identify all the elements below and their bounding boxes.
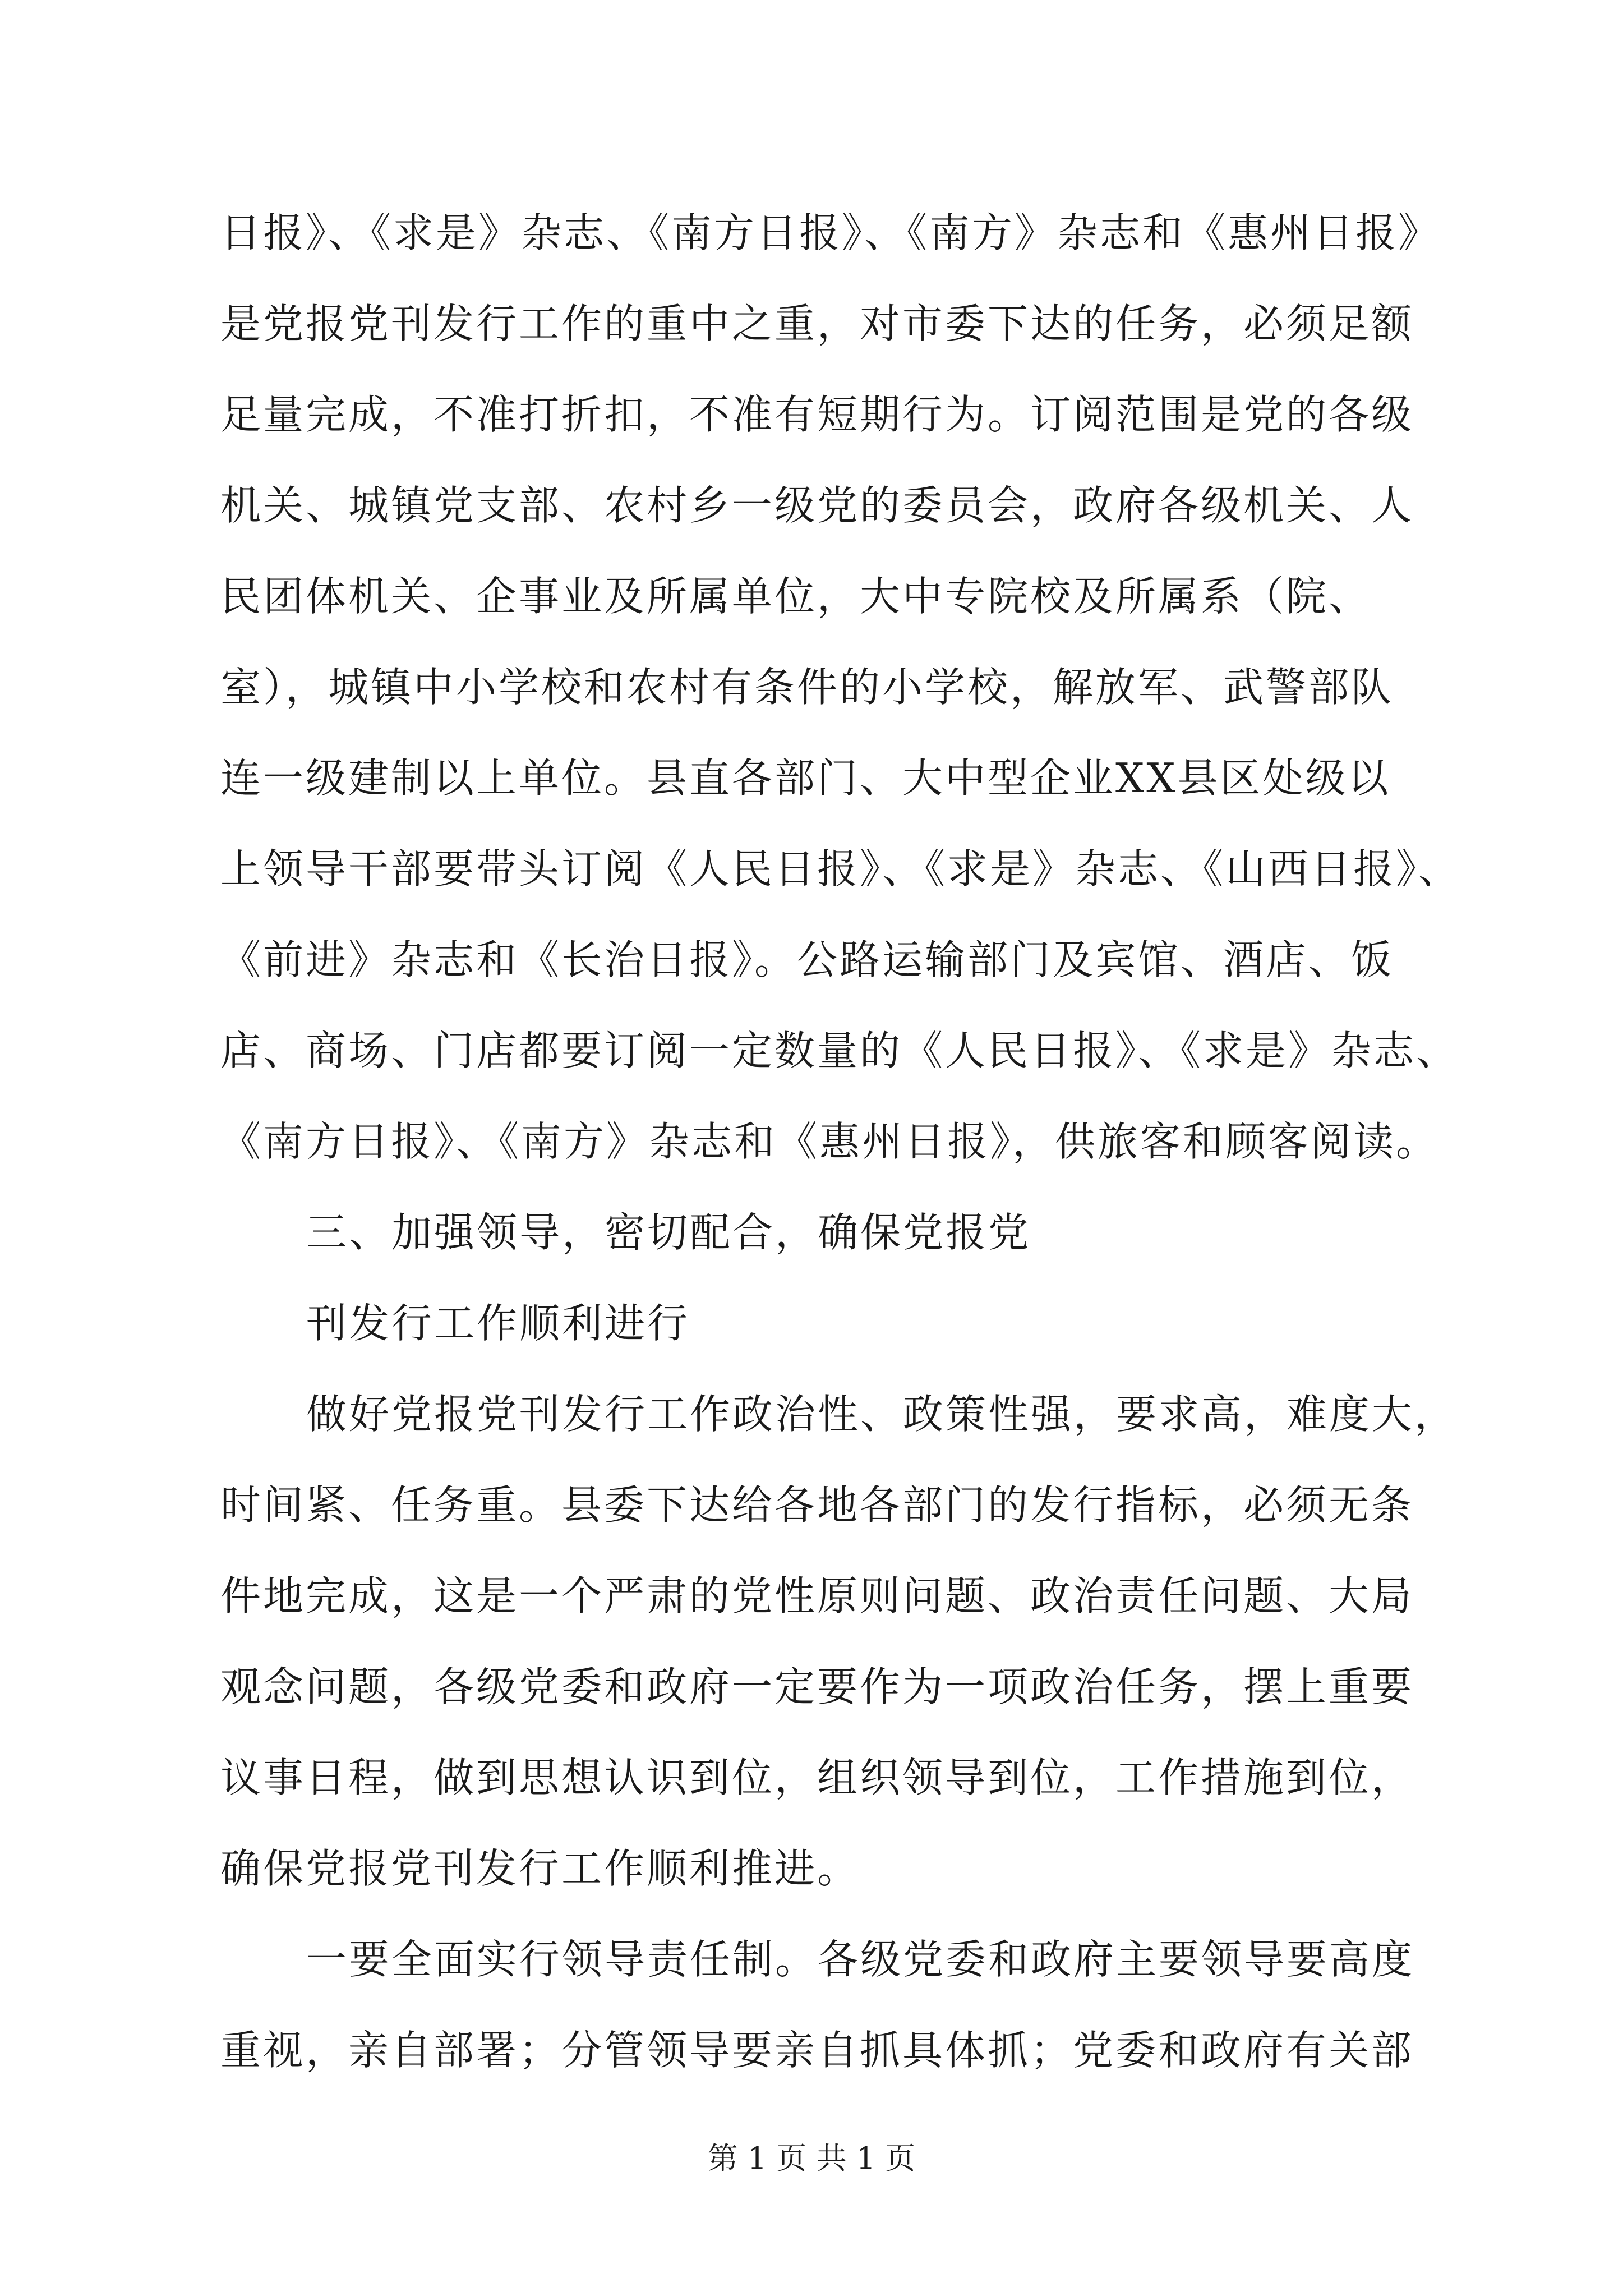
- text-line: 议事日程，做到思想认识到位，组织领导到位，工作措施到位，: [220, 1754, 1414, 1801]
- text-line: 《南方日报》、《南方》杂志和《惠州日报》，供旅客和顾客阅读。: [220, 1118, 1439, 1165]
- section-heading-line: 三、加强领导，密切配合，确保党报党: [306, 1209, 1031, 1256]
- text-line: 确保党报党刊发行工作顺利推进。: [220, 1845, 860, 1892]
- page-number-footer: 第 1 页 共 1 页: [707, 2141, 916, 2176]
- text-line: 上领导干部要带头订阅《人民日报》、《求是》杂志、《山西日报》、: [220, 845, 1461, 892]
- text-line: 室），城镇中小学校和农村有条件的小学校，解放军、武警部队: [220, 664, 1394, 711]
- text-line: 重视，亲自部署；分管领导要亲自抓具体抓；党委和政府有关部: [220, 2027, 1414, 2074]
- text-line: 店、商场、门店都要订阅一定数量的《人民日报》、《求是》杂志、: [220, 1027, 1459, 1074]
- text-line: 观念问题，各级党委和政府一定要作为一项政治任务，摆上重要: [220, 1663, 1414, 1710]
- text-line: 日报》、《求是》杂志、《南方日报》、《南方》杂志和《惠州日报》: [220, 209, 1441, 256]
- text-line: 《前进》杂志和《长治日报》。公路运输部门及宾馆、酒店、饭: [220, 936, 1394, 983]
- section-heading-line: 刊发行工作顺利进行: [306, 1300, 690, 1347]
- text-line: 足量完成，不准打折扣，不准有短期行为。订阅范围是党的各级: [220, 391, 1414, 438]
- text-line: 民团体机关、企事业及所属单位，大中专院校及所属系（院、: [220, 573, 1372, 620]
- text-line: 做好党报党刊发行工作政治性、政策性强，要求高，难度大，: [306, 1391, 1458, 1438]
- text-line: 连一级建制以上单位。县直各部门、大中型企业XX县区处级以: [220, 754, 1391, 802]
- text-line: 件地完成，这是一个严肃的党性原则问题、政治责任问题、大局: [220, 1572, 1414, 1619]
- text-line: 时间紧、任务重。县委下达给各地各部门的发行指标，必须无条: [220, 1481, 1414, 1529]
- text-line: 是党报党刊发行工作的重中之重，对市委下达的任务，必须足额: [220, 300, 1414, 347]
- text-line: 机关、城镇党支部、农村乡一级党的委员会，政府各级机关、人: [220, 482, 1414, 529]
- text-line: 一要全面实行领导责任制。各级党委和政府主要领导要高度: [306, 1936, 1415, 1983]
